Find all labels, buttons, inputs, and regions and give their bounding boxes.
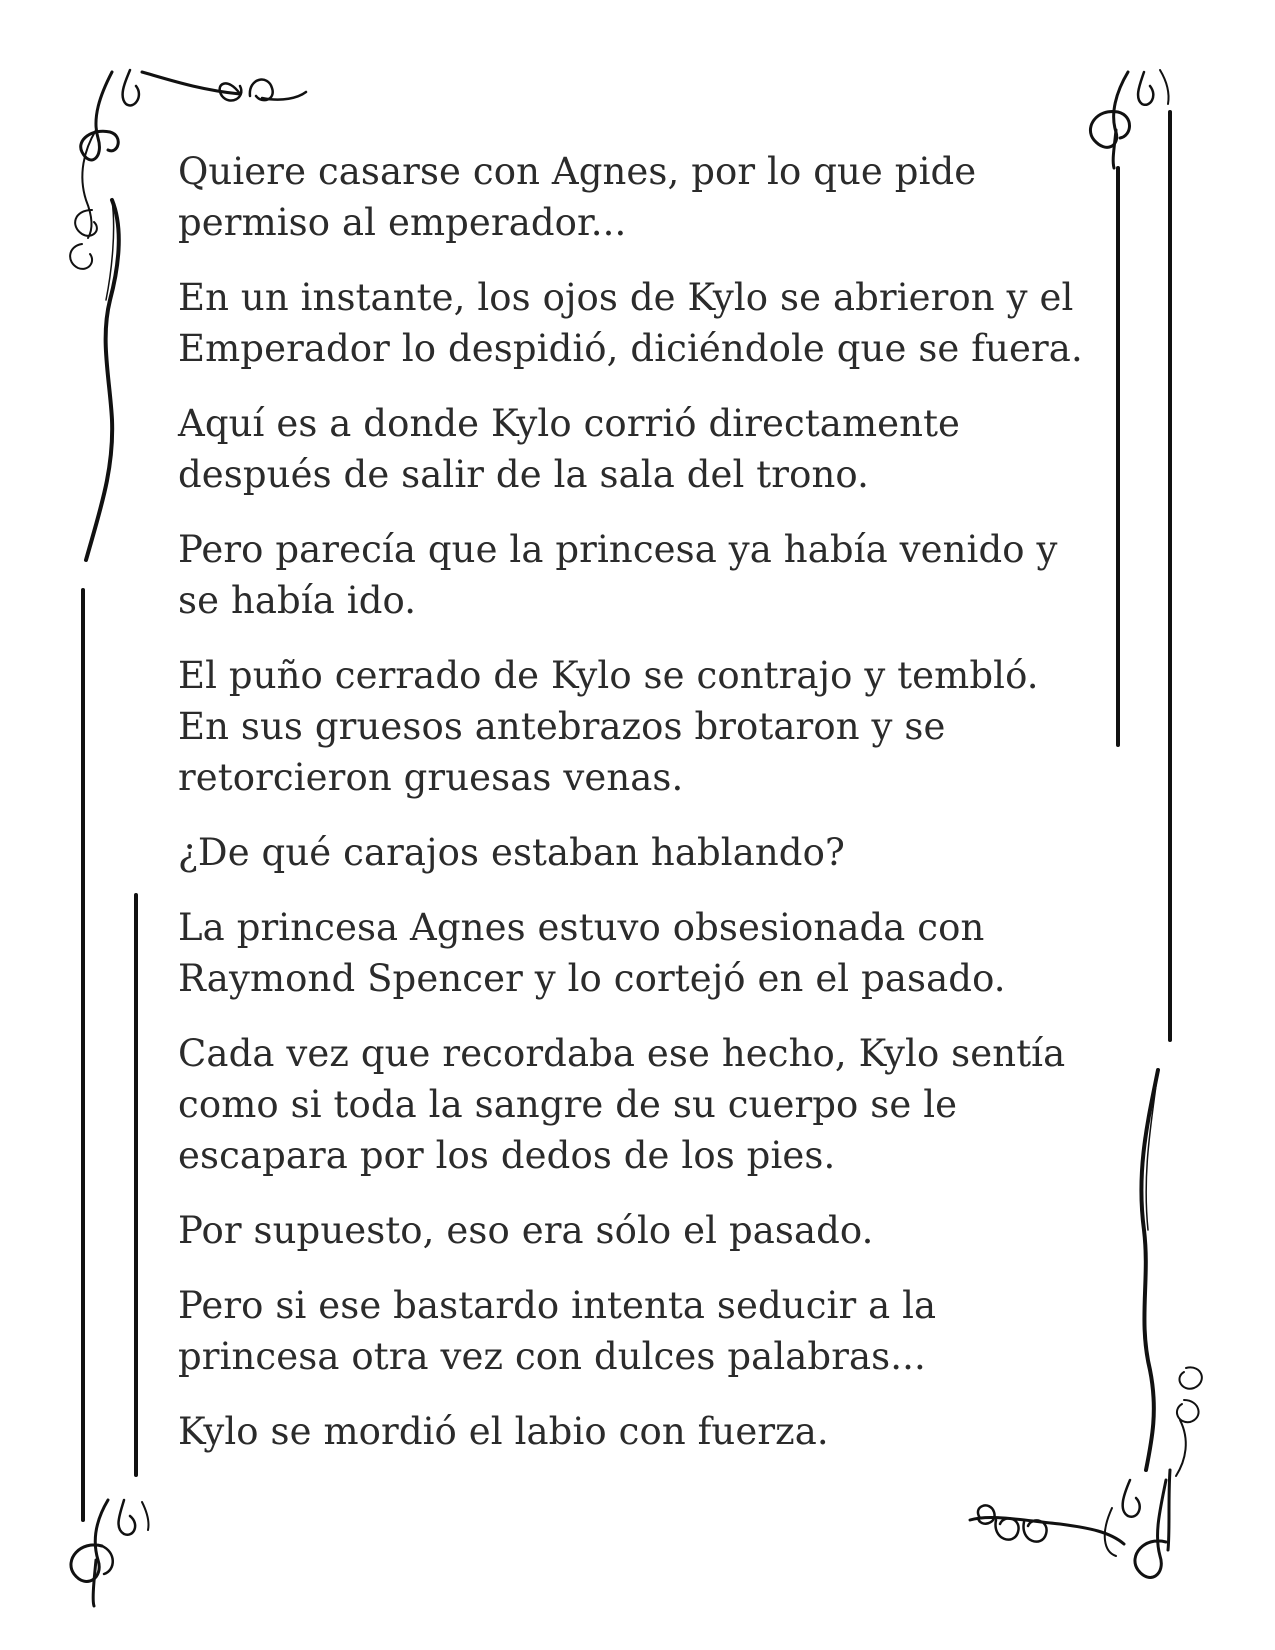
text-line: retorcieron gruesas venas. xyxy=(178,756,684,799)
paragraph xyxy=(178,146,1128,248)
paragraph xyxy=(178,272,1128,374)
text-line: Kylo se mordió el labio con fuerza. xyxy=(178,1410,829,1453)
text-line: Cada vez que recordaba ese hecho, Kylo sentía xyxy=(178,1032,1066,1075)
text-line: Aquí es a donde Kylo corrió directamente xyxy=(178,402,961,445)
text-line: Pero parecía que la princesa ya había venido y xyxy=(178,528,1058,571)
paragraph xyxy=(178,398,1128,500)
text-line: después de salir de la sala del trono. xyxy=(178,453,869,496)
text-line: Por supuesto, eso era sólo el pasado. xyxy=(178,1209,874,1252)
text-line: se había ido. xyxy=(178,579,417,622)
text-line: escapara por los dedos de los pies. xyxy=(178,1134,836,1177)
text-line: Quiere casarse con Agnes, por lo que pide xyxy=(178,150,977,193)
text-line: princesa otra vez con dulces palabras... xyxy=(178,1335,926,1378)
text-line: El puño cerrado de Kylo se contrajo y tembló. xyxy=(178,654,1039,697)
text-line: Pero si ese bastardo intenta seducir a la xyxy=(178,1284,937,1327)
paragraph xyxy=(178,650,1128,803)
page-body xyxy=(178,146,1128,1457)
text-line: permiso al emperador... xyxy=(178,201,627,244)
text-line: como si toda la sangre de su cuerpo se le xyxy=(178,1083,958,1126)
paragraph xyxy=(178,827,1128,878)
text-line: En un instante, los ojos de Kylo se abrieron y el xyxy=(178,276,1074,319)
paragraph xyxy=(178,902,1128,1004)
text-line: Emperador lo despidió, diciéndole que se fuera. xyxy=(178,327,1083,370)
text-line: La princesa Agnes estuvo obsesionada con xyxy=(178,906,985,949)
text-line: Raymond Spencer y lo cortejó en el pasado. xyxy=(178,957,1006,1000)
text-line: En sus gruesos antebrazos brotaron y se xyxy=(178,705,946,748)
paragraph xyxy=(178,1028,1128,1181)
paragraph xyxy=(178,1205,1128,1256)
text-line: ¿De qué carajos estaban hablando? xyxy=(178,831,845,874)
paragraph xyxy=(178,524,1128,626)
paragraph xyxy=(178,1280,1128,1382)
paragraph xyxy=(178,1406,1128,1457)
